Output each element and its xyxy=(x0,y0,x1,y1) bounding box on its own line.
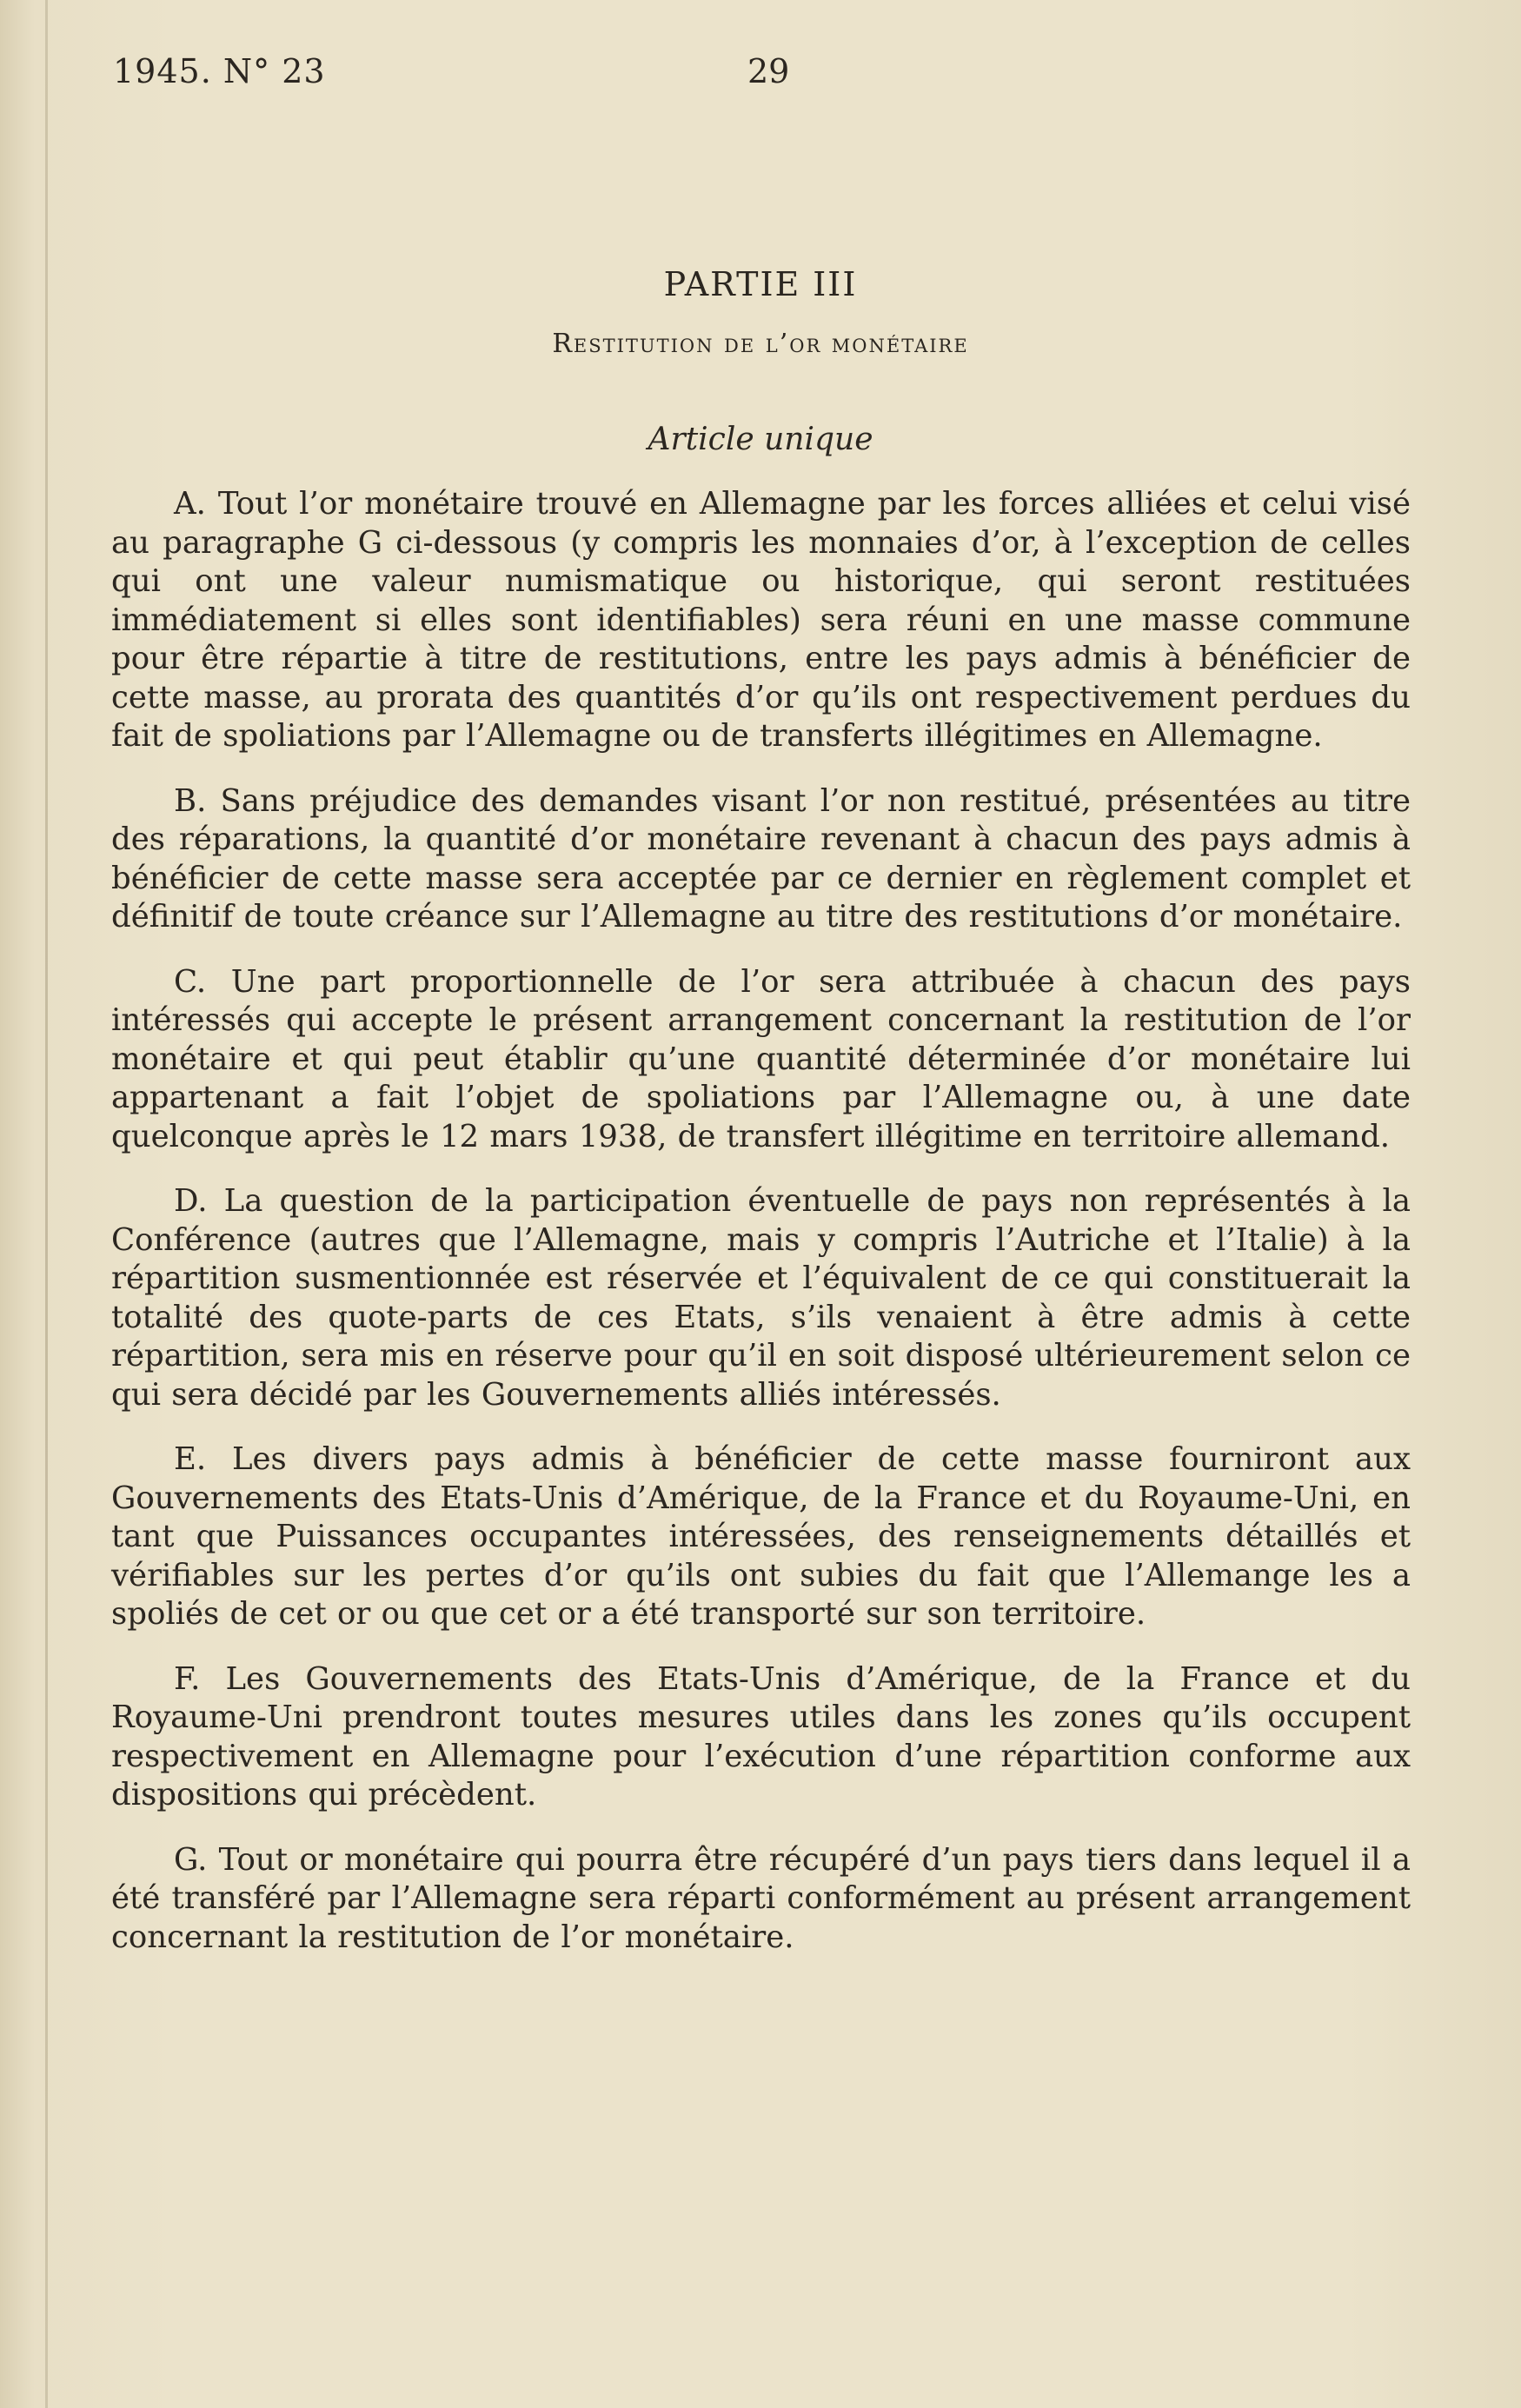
paragraph-g: G. Tout or monétaire qui pourra être récupéré d’un pays tiers dans lequel il a été transféré par l’Allemagne sera réparti conformément au présent arrangement concernant la restitution de l’or monétaire. xyxy=(111,1841,1411,1955)
article-title: Article unique xyxy=(648,422,873,457)
volume-reference: 1945. N° 23 xyxy=(113,52,326,90)
paragraph-c: C. Une part proportionnelle de l’or sera attribuée à chacun des pays intéressés qui accepte le présent arrangement concernant la restitution de l’or monétaire et qui peut établir qu’une quantité déterminée d’or monétaire lui appartenant a fait l’objet de spoliations par l’Allemagne ou, à une date quelconque après le 12 mars 1938, de transfert illégitime en territoire allemand. xyxy=(111,963,1411,1154)
part-title: PARTIE III xyxy=(663,265,858,303)
paragraph-f: F. Les Gouvernements des Etats-Unis d’Amérique, de la France et du Royaume-Uni prendront toutes mesures utiles dans les zones qu’ils occupent respectivement en Allemagne pour l’exécution d’une répartition conforme aux dispositions qui précèdent. xyxy=(111,1660,1411,1813)
binding-gutter xyxy=(45,0,48,2408)
section-title: Restitution de l’or monétaire xyxy=(552,329,969,359)
running-header xyxy=(113,52,1408,104)
paragraph-a: A. Tout l’or monétaire trouvé en Allemagne par les forces alliées et celui visé au paragraphe G ci-dessous (y compris les monnaies d’or, à l’exception de celles qui ont une valeur numismatique ou historique, qui seront restituées immédiatement si elles sont identifiables) sera réuni en une masse commune pour être répartie à titre de restitutions, entre les pays admis à bénéficier de cette masse, au prorata des quantités d’or qu’ils ont respectivement perdues du fait de spoliations par l’Allemagne ou de transferts illégitimes en Allemagne. xyxy=(111,486,1411,754)
article-body xyxy=(111,485,1411,1983)
paragraph-e: E. Les divers pays admis à bénéficier de cette masse fourniront aux Gouvernements des Etats-Unis d’Amérique, de la France et du Royaume-Uni, en tant que Puissances occupantes intéressées, des renseignements détaillés et vérifiables sur les pertes d’or qu’ils ont subies du fait que l’Allemange les a spoliés de cet or ou que cet or a été transporté sur son territoire. xyxy=(111,1441,1411,1632)
paragraph-b: B. Sans préjudice des demandes visant l’or non restitué, présentées au titre des réparations, la quantité d’or monétaire revenant à chacun des pays admis à bénéficier de cette masse sera acceptée par ce dernier en règlement complet et définitif de toute créance sur l’Allemagne au titre des restitutions d’or monétaire. xyxy=(111,782,1411,935)
page-number: 29 xyxy=(747,52,790,90)
paragraph-d: D. La question de la participation éventuelle de pays non représentés à la Conférence (autres que l’Allemagne, mais y compris l’Autriche et l’Italie) à la répartition susmentionnée est réservée et l’équivalent de ce qui constituerait la totalité des quote-parts de ces Etats, s’ils venaient à être admis à cette répartition, sera mis en réserve pour qu’il en soit disposé ultérieurement selon ce qui sera décidé par les Gouvernements alliés intéressés. xyxy=(111,1183,1411,1413)
